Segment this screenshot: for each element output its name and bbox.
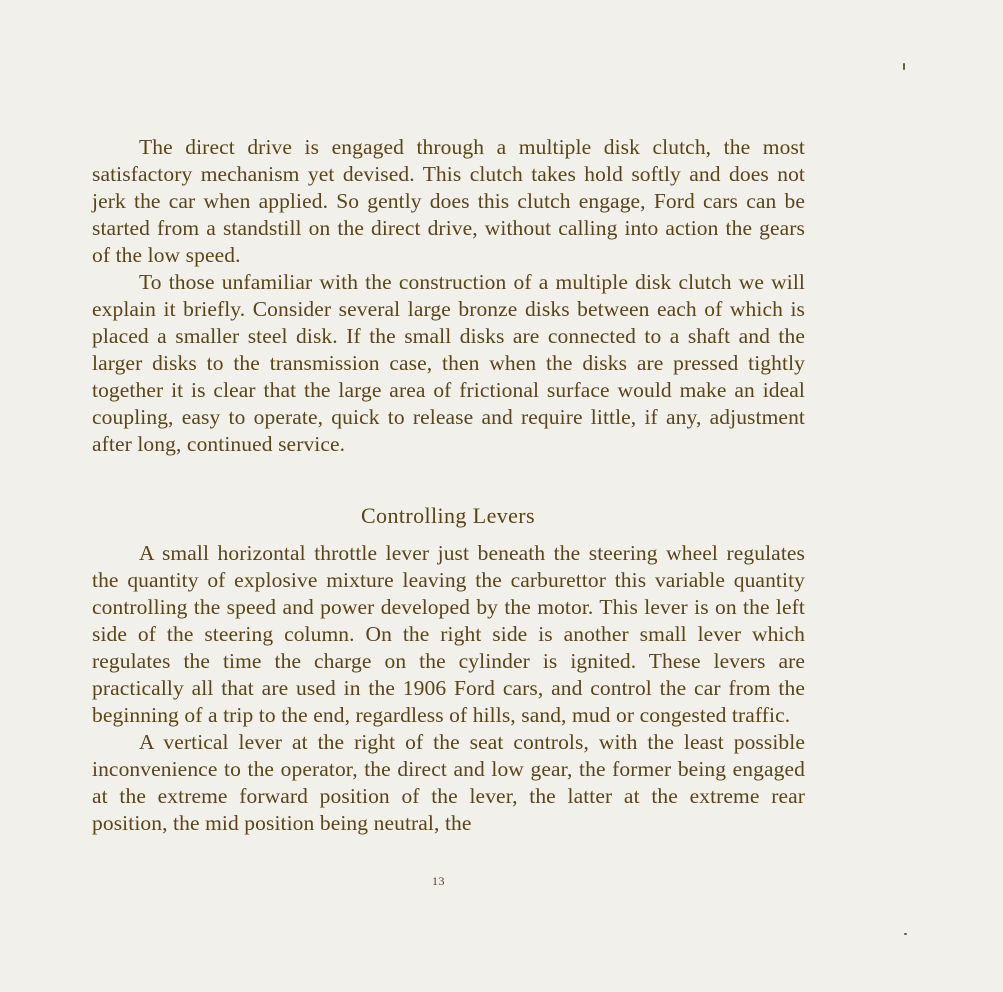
paragraph-throttle-lever: A small horizontal throttle lever just beneath the steering wheel regulates the quantity of explosive mixture leaving the carburettor this variable quantity controlling the speed and power developed by the motor. This lever is on the left side of the steering column. On the right side is another small lever which regulates the time the charge on the cylinder is ignited. These levers are practically all that are used in the 1906 Ford cars, and control the car from the beginning of a trip to the end, regardless of hills, sand, mud or congested traffic. [92,541,805,727]
body-text-section-1 [92,134,805,458]
paragraph-vertical-lever: A vertical lever at the right of the seat controls, with the least possible inconvenience to the operator, the direct and low gear, the former being engaged at the extreme forward position of the lever, the latter at the extreme rear position, the mid position being neutral, the [92,730,805,835]
paragraph-multiple-disk-clutch: To those unfamiliar with the construction of a multiple disk clutch we will explain it briefly. Consider several large bronze disks between each of which is placed a smaller steel disk. If the small disks are connected to a shaft and the larger disks to the transmission case, then when the disks are pressed tightly together it is clear that the large area of frictional surface would make an ideal coupling, easy to operate, quick to release and require little, if any, adjustment after long, continued service. [92,270,805,456]
page-number: 13 [432,874,445,888]
section-heading: Controlling Levers [360,503,535,528]
body-text-section-2 [92,540,805,837]
paper-speck [904,933,907,935]
paragraph-direct-drive: The direct drive is engaged through a multiple disk clutch, the most satisfactory mechanism yet devised. This clutch takes hold softly and does not jerk the car when applied. So gently does this clutch engage, Ford cars can be started from a standstill on the direct drive, without calling into action the gears of the low speed. [92,135,805,267]
paper-speck [903,63,905,70]
